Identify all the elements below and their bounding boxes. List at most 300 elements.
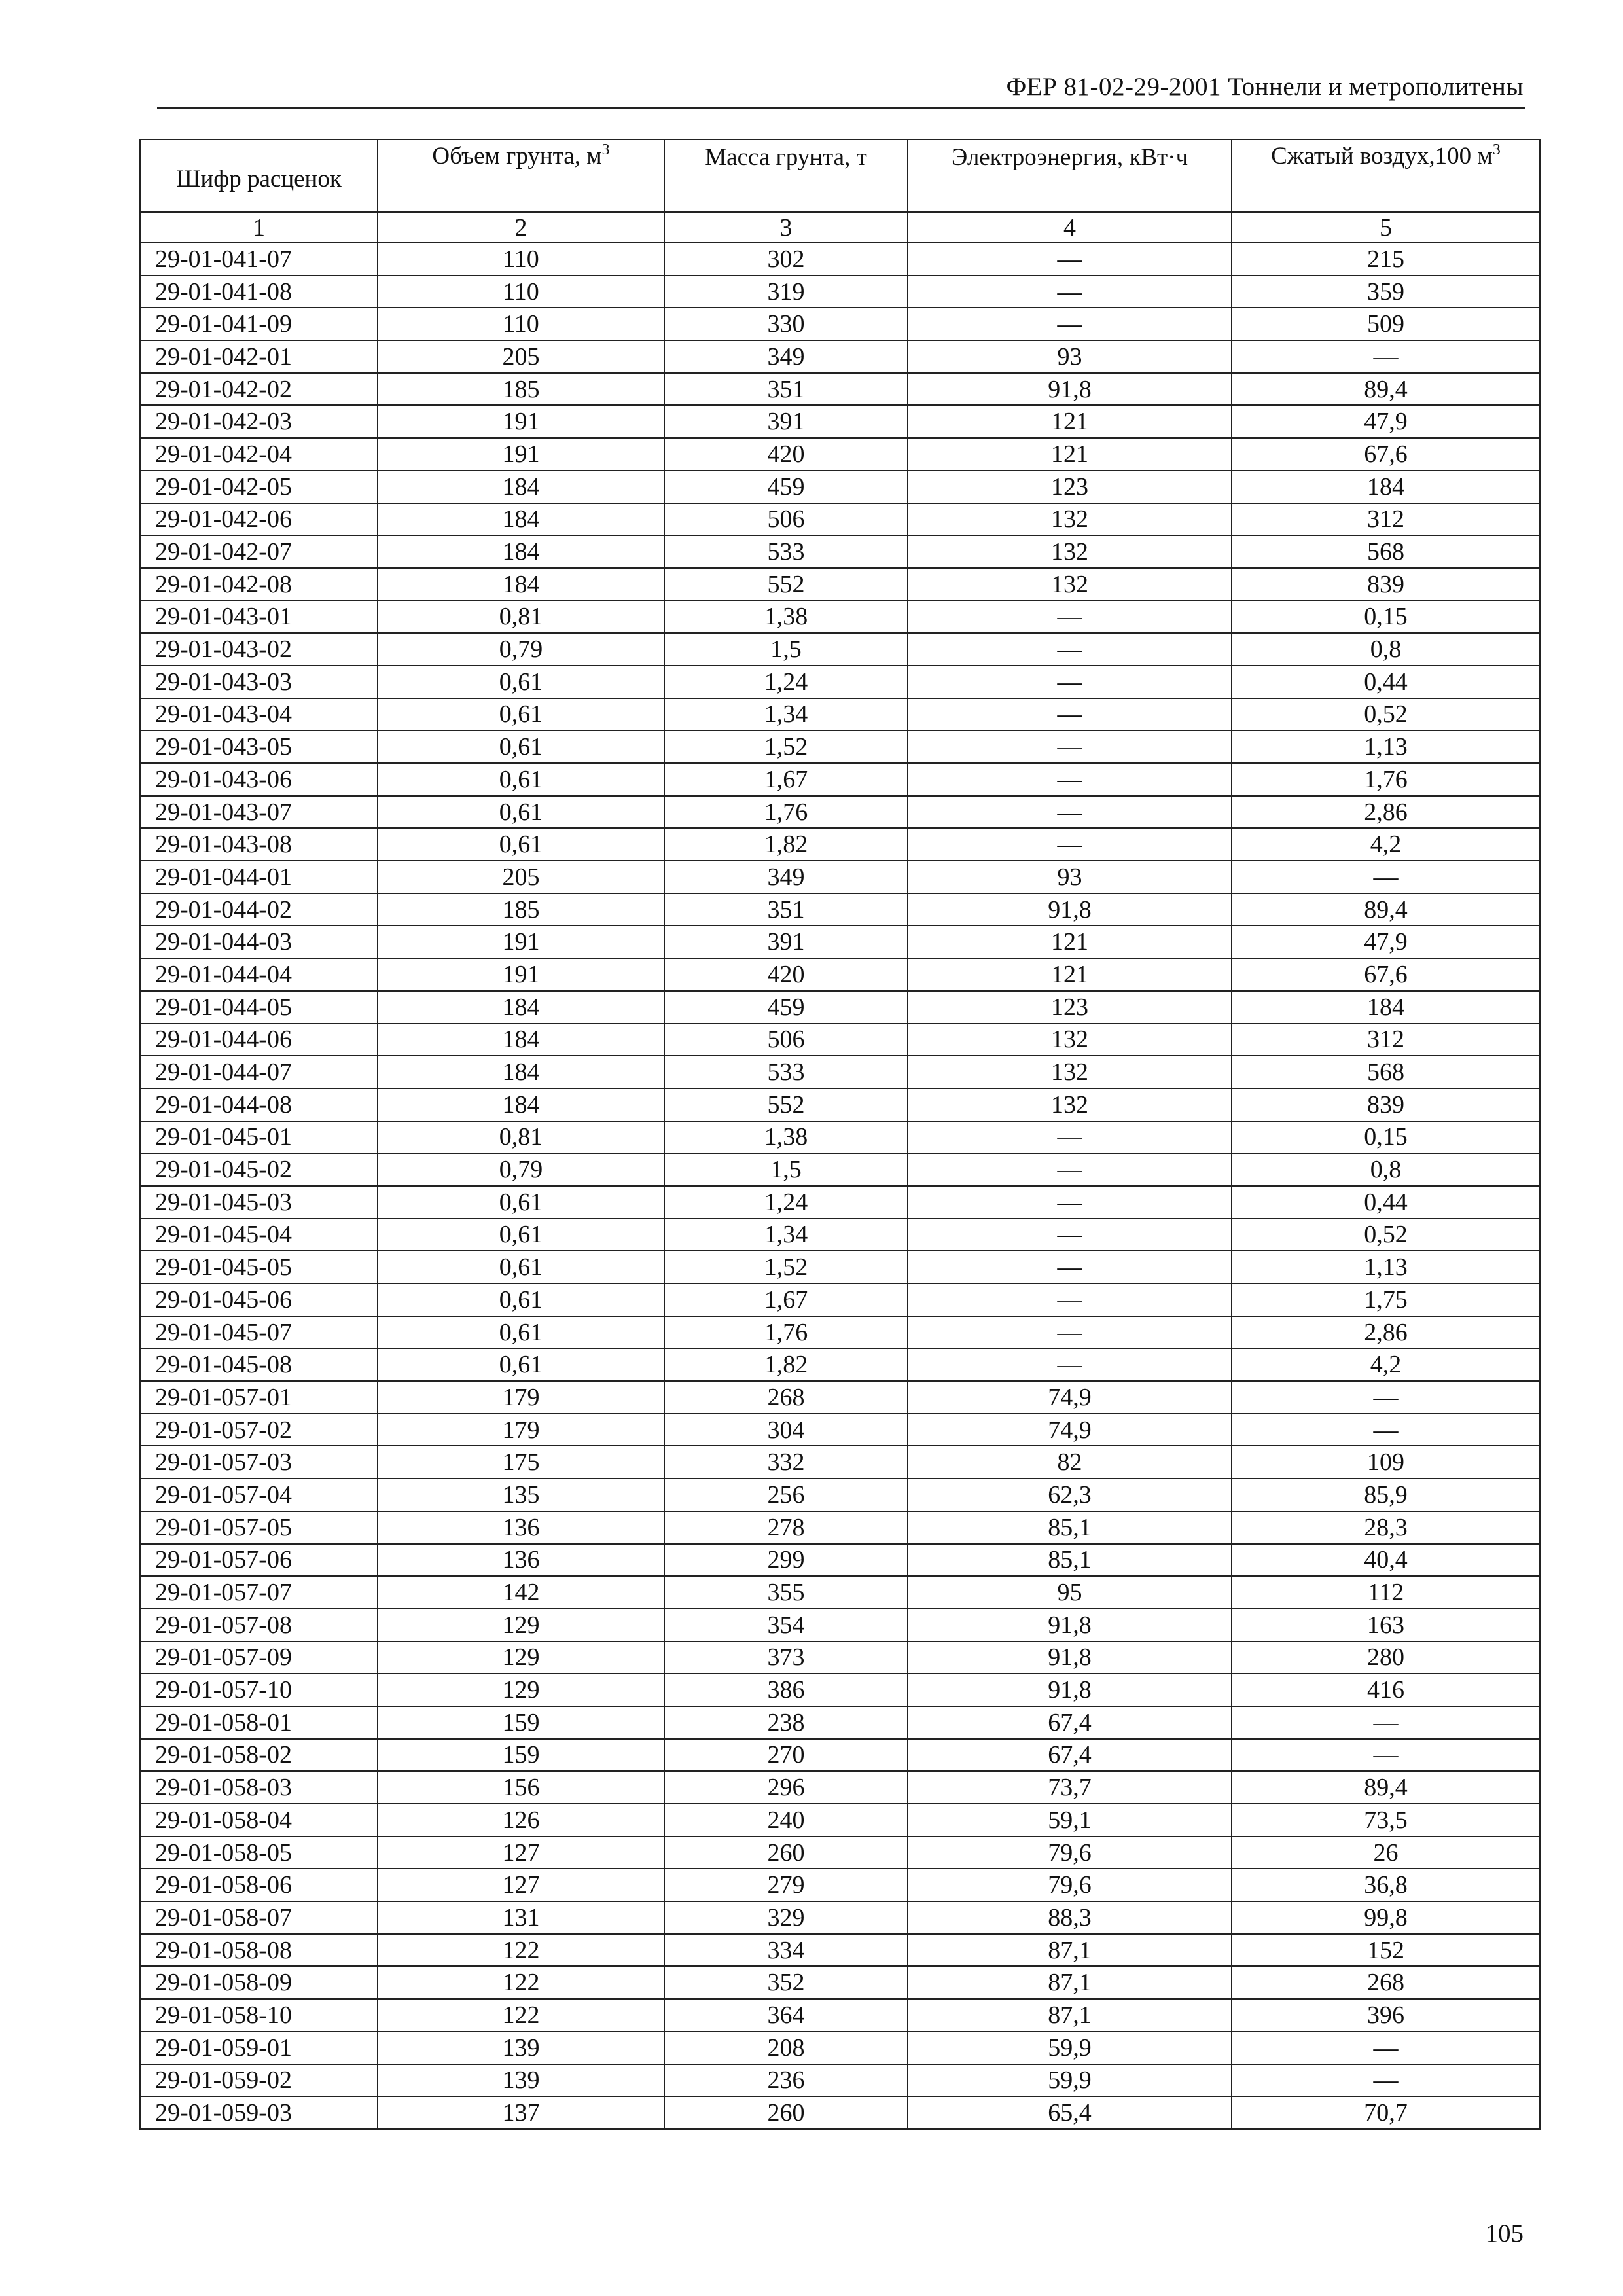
electricity-cell: 132 xyxy=(908,503,1232,536)
compressed-air-cell: 109 xyxy=(1232,1446,1540,1479)
rate-code-cell: 29-01-044-02 xyxy=(140,893,378,926)
compressed-air-cell: 28,3 xyxy=(1232,1511,1540,1544)
compressed-air-cell: — xyxy=(1232,861,1540,893)
table-row xyxy=(140,1153,1540,1186)
electricity-cell: 74,9 xyxy=(908,1414,1232,1446)
soil-mass-cell: 1,76 xyxy=(664,1316,908,1349)
soil-mass-cell: 351 xyxy=(664,373,908,406)
table-row xyxy=(140,1511,1540,1544)
rate-code-cell: 29-01-042-02 xyxy=(140,373,378,406)
electricity-cell: — xyxy=(908,1283,1232,1316)
rate-code-cell: 29-01-043-01 xyxy=(140,601,378,634)
electricity-cell: — xyxy=(908,828,1232,861)
soil-mass-cell: 1,24 xyxy=(664,1186,908,1219)
compressed-air-cell: 67,6 xyxy=(1232,958,1540,991)
rate-code-cell: 29-01-043-05 xyxy=(140,730,378,763)
soil-volume-cell: 139 xyxy=(378,2032,664,2064)
table-row xyxy=(140,503,1540,536)
soil-mass-cell: 1,38 xyxy=(664,1121,908,1154)
column-header-superscript: 3 xyxy=(1492,141,1501,158)
soil-volume-cell: 184 xyxy=(378,991,664,1024)
rate-code-cell: 29-01-058-05 xyxy=(140,1837,378,1869)
soil-mass-cell: 238 xyxy=(664,1706,908,1739)
compressed-air-cell: 268 xyxy=(1232,1966,1540,1999)
soil-mass-cell: 420 xyxy=(664,958,908,991)
table-row xyxy=(140,1088,1540,1121)
soil-volume-cell: 136 xyxy=(378,1511,664,1544)
column-header-compressed-air xyxy=(1232,139,1540,212)
compressed-air-cell: — xyxy=(1232,2032,1540,2064)
rate-code-cell: 29-01-041-08 xyxy=(140,276,378,308)
table-row xyxy=(140,2096,1540,2129)
rate-code-cell: 29-01-042-06 xyxy=(140,503,378,536)
compressed-air-cell: 89,4 xyxy=(1232,1771,1540,1804)
electricity-cell: 91,8 xyxy=(908,373,1232,406)
rate-code-cell: 29-01-044-01 xyxy=(140,861,378,893)
soil-volume-cell: 122 xyxy=(378,1934,664,1967)
table-row xyxy=(140,601,1540,634)
electricity-cell: 59,1 xyxy=(908,1804,1232,1837)
electricity-cell: 91,8 xyxy=(908,1609,1232,1641)
table-row xyxy=(140,730,1540,763)
soil-mass-cell: 355 xyxy=(664,1576,908,1609)
soil-mass-cell: 270 xyxy=(664,1739,908,1772)
soil-volume-cell: 184 xyxy=(378,1088,664,1121)
column-number: 4 xyxy=(908,212,1232,243)
table-row xyxy=(140,666,1540,698)
table-row xyxy=(140,925,1540,958)
table-row xyxy=(140,1934,1540,1967)
rate-code-cell: 29-01-042-04 xyxy=(140,438,378,471)
soil-volume-cell: 0,79 xyxy=(378,633,664,666)
soil-mass-cell: 391 xyxy=(664,925,908,958)
rate-code-cell: 29-01-043-03 xyxy=(140,666,378,698)
soil-mass-cell: 533 xyxy=(664,1056,908,1088)
column-header-label: Шифр расценок xyxy=(176,166,342,192)
electricity-cell: 87,1 xyxy=(908,1999,1232,2032)
electricity-cell: — xyxy=(908,243,1232,276)
soil-mass-cell: 240 xyxy=(664,1804,908,1837)
electricity-cell: 67,4 xyxy=(908,1706,1232,1739)
soil-mass-cell: 349 xyxy=(664,861,908,893)
rate-code-cell: 29-01-042-05 xyxy=(140,471,378,503)
electricity-cell: 121 xyxy=(908,958,1232,991)
table-row xyxy=(140,1804,1540,1837)
electricity-cell: 79,6 xyxy=(908,1869,1232,1901)
column-number: 1 xyxy=(140,212,378,243)
rate-code-cell: 29-01-041-09 xyxy=(140,308,378,340)
table-row xyxy=(140,1576,1540,1609)
rate-code-cell: 29-01-045-05 xyxy=(140,1251,378,1283)
soil-volume-cell: 0,61 xyxy=(378,666,664,698)
table-row xyxy=(140,308,1540,340)
table-row xyxy=(140,1024,1540,1056)
soil-mass-cell: 319 xyxy=(664,276,908,308)
table-row xyxy=(140,1251,1540,1283)
electricity-cell: 87,1 xyxy=(908,1934,1232,1967)
table-row xyxy=(140,1641,1540,1674)
compressed-air-cell: 509 xyxy=(1232,308,1540,340)
electricity-cell: 132 xyxy=(908,535,1232,568)
electricity-cell: 132 xyxy=(908,1024,1232,1056)
compressed-air-cell: 0,8 xyxy=(1232,633,1540,666)
soil-volume-cell: 179 xyxy=(378,1414,664,1446)
compressed-air-cell: 73,5 xyxy=(1232,1804,1540,1837)
column-header-label: Объем грунта, м xyxy=(432,143,602,170)
electricity-cell: — xyxy=(908,276,1232,308)
rate-code-cell: 29-01-057-01 xyxy=(140,1381,378,1414)
rate-code-cell: 29-01-057-09 xyxy=(140,1641,378,1674)
rate-code-cell: 29-01-044-08 xyxy=(140,1088,378,1121)
compressed-air-cell: — xyxy=(1232,2064,1540,2097)
soil-mass-cell: 352 xyxy=(664,1966,908,1999)
soil-volume-cell: 191 xyxy=(378,438,664,471)
soil-volume-cell: 184 xyxy=(378,535,664,568)
electricity-cell: 93 xyxy=(908,340,1232,373)
electricity-cell: — xyxy=(908,666,1232,698)
soil-mass-cell: 364 xyxy=(664,1999,908,2032)
soil-volume-cell: 184 xyxy=(378,503,664,536)
rate-code-cell: 29-01-059-02 xyxy=(140,2064,378,2097)
electricity-cell: — xyxy=(908,698,1232,731)
soil-volume-cell: 185 xyxy=(378,893,664,926)
soil-volume-cell: 191 xyxy=(378,405,664,438)
table-row xyxy=(140,958,1540,991)
soil-volume-cell: 0,79 xyxy=(378,1153,664,1186)
table-row xyxy=(140,1739,1540,1772)
soil-volume-cell: 184 xyxy=(378,471,664,503)
electricity-cell: — xyxy=(908,1121,1232,1154)
soil-mass-cell: 1,52 xyxy=(664,730,908,763)
soil-mass-cell: 299 xyxy=(664,1544,908,1577)
table-row xyxy=(140,1901,1540,1934)
electricity-cell: — xyxy=(908,1219,1232,1251)
compressed-air-cell: — xyxy=(1232,1706,1540,1739)
table-row xyxy=(140,828,1540,861)
soil-volume-cell: 135 xyxy=(378,1479,664,1511)
table-row xyxy=(140,861,1540,893)
electricity-cell: 91,8 xyxy=(908,893,1232,926)
soil-volume-cell: 191 xyxy=(378,958,664,991)
table-row xyxy=(140,1219,1540,1251)
soil-mass-cell: 1,34 xyxy=(664,1219,908,1251)
table-row xyxy=(140,1869,1540,1901)
table-row xyxy=(140,471,1540,503)
compressed-air-cell: 0,15 xyxy=(1232,1121,1540,1154)
column-header-soil-volume xyxy=(378,139,664,212)
rate-code-cell: 29-01-057-10 xyxy=(140,1674,378,1706)
column-number: 3 xyxy=(664,212,908,243)
column-header-electricity xyxy=(908,139,1232,212)
electricity-cell: — xyxy=(908,1316,1232,1349)
soil-volume-cell: 110 xyxy=(378,276,664,308)
compressed-air-cell: 2,86 xyxy=(1232,1316,1540,1349)
rate-code-cell: 29-01-057-02 xyxy=(140,1414,378,1446)
rate-code-cell: 29-01-042-08 xyxy=(140,568,378,601)
column-header-label: Сжатый воздух,100 м xyxy=(1271,143,1493,170)
compressed-air-cell: — xyxy=(1232,340,1540,373)
soil-volume-cell: 159 xyxy=(378,1739,664,1772)
electricity-cell: 121 xyxy=(908,405,1232,438)
soil-volume-cell: 0,61 xyxy=(378,796,664,829)
soil-mass-cell: 373 xyxy=(664,1641,908,1674)
compressed-air-cell: 47,9 xyxy=(1232,405,1540,438)
soil-mass-cell: 354 xyxy=(664,1609,908,1641)
compressed-air-cell: 67,6 xyxy=(1232,438,1540,471)
table-row xyxy=(140,243,1540,276)
compressed-air-cell: 215 xyxy=(1232,243,1540,276)
soil-volume-cell: 110 xyxy=(378,243,664,276)
table-row xyxy=(140,1706,1540,1739)
compressed-air-cell: 4,2 xyxy=(1232,828,1540,861)
soil-mass-cell: 386 xyxy=(664,1674,908,1706)
rate-code-cell: 29-01-057-05 xyxy=(140,1511,378,1544)
electricity-cell: — xyxy=(908,1186,1232,1219)
soil-volume-cell: 127 xyxy=(378,1837,664,1869)
table-row xyxy=(140,633,1540,666)
compressed-air-cell: 0,44 xyxy=(1232,1186,1540,1219)
table-row xyxy=(140,1056,1540,1088)
electricity-cell: 62,3 xyxy=(908,1479,1232,1511)
soil-mass-cell: 334 xyxy=(664,1934,908,1967)
soil-volume-cell: 0,61 xyxy=(378,763,664,796)
soil-volume-cell: 129 xyxy=(378,1609,664,1641)
compressed-air-cell: — xyxy=(1232,1414,1540,1446)
soil-mass-cell: 268 xyxy=(664,1381,908,1414)
table-row xyxy=(140,893,1540,926)
rate-code-cell: 29-01-045-01 xyxy=(140,1121,378,1154)
compressed-air-cell: 0,15 xyxy=(1232,601,1540,634)
running-head-title: ФЕР 81-02-29-2001 Тоннели и метрополитены xyxy=(1006,73,1524,101)
compressed-air-cell: 4,2 xyxy=(1232,1348,1540,1381)
rate-code-cell: 29-01-057-08 xyxy=(140,1609,378,1641)
soil-volume-cell: 0,61 xyxy=(378,1348,664,1381)
soil-mass-cell: 1,67 xyxy=(664,763,908,796)
rate-code-cell: 29-01-045-07 xyxy=(140,1316,378,1349)
rate-code-cell: 29-01-044-04 xyxy=(140,958,378,991)
table-row xyxy=(140,1674,1540,1706)
soil-mass-cell: 1,5 xyxy=(664,1153,908,1186)
soil-mass-cell: 391 xyxy=(664,405,908,438)
soil-mass-cell: 256 xyxy=(664,1479,908,1511)
table-row xyxy=(140,1186,1540,1219)
electricity-cell: 79,6 xyxy=(908,1837,1232,1869)
soil-volume-cell: 0,61 xyxy=(378,1316,664,1349)
table-row xyxy=(140,1479,1540,1511)
column-number: 2 xyxy=(378,212,664,243)
table-row xyxy=(140,1316,1540,1349)
soil-mass-cell: 332 xyxy=(664,1446,908,1479)
soil-mass-cell: 236 xyxy=(664,2064,908,2097)
electricity-cell: — xyxy=(908,1251,1232,1283)
page-number: 105 xyxy=(1485,2219,1524,2248)
soil-volume-cell: 0,61 xyxy=(378,730,664,763)
electricity-cell: 59,9 xyxy=(908,2064,1232,2097)
soil-mass-cell: 1,38 xyxy=(664,601,908,634)
rate-code-cell: 29-01-045-04 xyxy=(140,1219,378,1251)
table-row xyxy=(140,405,1540,438)
soil-volume-cell: 136 xyxy=(378,1544,664,1577)
compressed-air-cell: 85,9 xyxy=(1232,1479,1540,1511)
compressed-air-cell: 163 xyxy=(1232,1609,1540,1641)
soil-volume-cell: 0,61 xyxy=(378,698,664,731)
soil-mass-cell: 304 xyxy=(664,1414,908,1446)
rate-code-cell: 29-01-045-02 xyxy=(140,1153,378,1186)
compressed-air-cell: 89,4 xyxy=(1232,373,1540,406)
rate-code-cell: 29-01-044-03 xyxy=(140,925,378,958)
rate-code-cell: 29-01-058-09 xyxy=(140,1966,378,1999)
electricity-cell: 91,8 xyxy=(908,1641,1232,1674)
electricity-cell: 123 xyxy=(908,471,1232,503)
compressed-air-cell: 0,52 xyxy=(1232,1219,1540,1251)
table-row xyxy=(140,2064,1540,2097)
electricity-cell: 87,1 xyxy=(908,1966,1232,1999)
column-number: 5 xyxy=(1232,212,1540,243)
table-row xyxy=(140,763,1540,796)
electricity-cell: 132 xyxy=(908,1056,1232,1088)
soil-volume-cell: 179 xyxy=(378,1381,664,1414)
soil-volume-cell: 205 xyxy=(378,340,664,373)
table-header xyxy=(140,139,1540,243)
rate-code-cell: 29-01-058-01 xyxy=(140,1706,378,1739)
table-row xyxy=(140,276,1540,308)
soil-volume-cell: 191 xyxy=(378,925,664,958)
compressed-air-cell: 70,7 xyxy=(1232,2096,1540,2129)
soil-volume-cell: 0,61 xyxy=(378,1283,664,1316)
soil-mass-cell: 1,67 xyxy=(664,1283,908,1316)
table-row xyxy=(140,1283,1540,1316)
soil-mass-cell: 329 xyxy=(664,1901,908,1934)
compressed-air-cell: 99,8 xyxy=(1232,1901,1540,1934)
compressed-air-cell: 1,75 xyxy=(1232,1283,1540,1316)
compressed-air-cell: 312 xyxy=(1232,1024,1540,1056)
table-row xyxy=(140,796,1540,829)
soil-volume-cell: 175 xyxy=(378,1446,664,1479)
compressed-air-cell: — xyxy=(1232,1739,1540,1772)
header-rule xyxy=(157,107,1525,109)
soil-mass-cell: 552 xyxy=(664,568,908,601)
table-row xyxy=(140,2032,1540,2064)
soil-mass-cell: 260 xyxy=(664,1837,908,1869)
compressed-air-cell: 1,76 xyxy=(1232,763,1540,796)
soil-mass-cell: 1,82 xyxy=(664,828,908,861)
rate-code-cell: 29-01-043-06 xyxy=(140,763,378,796)
soil-volume-cell: 0,81 xyxy=(378,1121,664,1154)
soil-mass-cell: 1,34 xyxy=(664,698,908,731)
soil-volume-cell: 129 xyxy=(378,1641,664,1674)
compressed-air-cell: 26 xyxy=(1232,1837,1540,1869)
rate-code-cell: 29-01-045-08 xyxy=(140,1348,378,1381)
electricity-cell: 67,4 xyxy=(908,1739,1232,1772)
column-header-label: Электроэнергия, кВт·ч xyxy=(951,144,1188,171)
electricity-cell: — xyxy=(908,796,1232,829)
table-row xyxy=(140,698,1540,731)
compressed-air-cell: — xyxy=(1232,1381,1540,1414)
soil-mass-cell: 1,82 xyxy=(664,1348,908,1381)
compressed-air-cell: 839 xyxy=(1232,1088,1540,1121)
electricity-cell: 85,1 xyxy=(908,1544,1232,1577)
compressed-air-cell: 0,52 xyxy=(1232,698,1540,731)
rate-code-cell: 29-01-059-01 xyxy=(140,2032,378,2064)
compressed-air-cell: 2,86 xyxy=(1232,796,1540,829)
electricity-cell: — xyxy=(908,763,1232,796)
soil-mass-cell: 278 xyxy=(664,1511,908,1544)
rate-code-cell: 29-01-058-07 xyxy=(140,1901,378,1934)
soil-mass-cell: 351 xyxy=(664,893,908,926)
soil-volume-cell: 0,61 xyxy=(378,1219,664,1251)
table-row xyxy=(140,1381,1540,1414)
rate-code-cell: 29-01-042-07 xyxy=(140,535,378,568)
compressed-air-cell: 568 xyxy=(1232,1056,1540,1088)
soil-volume-cell: 0,81 xyxy=(378,601,664,634)
soil-mass-cell: 1,76 xyxy=(664,796,908,829)
soil-mass-cell: 1,24 xyxy=(664,666,908,698)
electricity-cell: 88,3 xyxy=(908,1901,1232,1934)
compressed-air-cell: 36,8 xyxy=(1232,1869,1540,1901)
table-row xyxy=(140,991,1540,1024)
electricity-cell: 74,9 xyxy=(908,1381,1232,1414)
soil-volume-cell: 184 xyxy=(378,568,664,601)
soil-volume-cell: 184 xyxy=(378,1024,664,1056)
soil-volume-cell: 184 xyxy=(378,1056,664,1088)
rate-code-cell: 29-01-043-02 xyxy=(140,633,378,666)
soil-volume-cell: 0,61 xyxy=(378,1251,664,1283)
rate-code-cell: 29-01-057-06 xyxy=(140,1544,378,1577)
electricity-cell: — xyxy=(908,1348,1232,1381)
soil-mass-cell: 459 xyxy=(664,991,908,1024)
soil-mass-cell: 260 xyxy=(664,2096,908,2129)
compressed-air-cell: 396 xyxy=(1232,1999,1540,2032)
soil-mass-cell: 1,5 xyxy=(664,633,908,666)
soil-volume-cell: 156 xyxy=(378,1771,664,1804)
table-row xyxy=(140,1121,1540,1154)
electricity-cell: — xyxy=(908,601,1232,634)
electricity-cell: 123 xyxy=(908,991,1232,1024)
soil-mass-cell: 420 xyxy=(664,438,908,471)
rate-code-cell: 29-01-058-04 xyxy=(140,1804,378,1837)
electricity-cell: 132 xyxy=(908,568,1232,601)
compressed-air-cell: 1,13 xyxy=(1232,1251,1540,1283)
soil-volume-cell: 185 xyxy=(378,373,664,406)
rate-code-cell: 29-01-044-07 xyxy=(140,1056,378,1088)
column-numbers-row xyxy=(140,212,1540,243)
rate-code-cell: 29-01-044-06 xyxy=(140,1024,378,1056)
rate-code-cell: 29-01-058-08 xyxy=(140,1934,378,1967)
electricity-cell: 82 xyxy=(908,1446,1232,1479)
table-row xyxy=(140,1609,1540,1641)
rate-code-cell: 29-01-041-07 xyxy=(140,243,378,276)
rate-code-cell: 29-01-045-03 xyxy=(140,1186,378,1219)
soil-mass-cell: 506 xyxy=(664,1024,908,1056)
compressed-air-cell: 47,9 xyxy=(1232,925,1540,958)
compressed-air-cell: 152 xyxy=(1232,1934,1540,1967)
rate-code-cell: 29-01-045-06 xyxy=(140,1283,378,1316)
electricity-cell: 59,9 xyxy=(908,2032,1232,2064)
compressed-air-cell: 0,8 xyxy=(1232,1153,1540,1186)
electricity-cell: 73,7 xyxy=(908,1771,1232,1804)
compressed-air-cell: 359 xyxy=(1232,276,1540,308)
soil-mass-cell: 296 xyxy=(664,1771,908,1804)
rate-code-cell: 29-01-043-04 xyxy=(140,698,378,731)
compressed-air-cell: 89,4 xyxy=(1232,893,1540,926)
electricity-cell: 91,8 xyxy=(908,1674,1232,1706)
soil-mass-cell: 330 xyxy=(664,308,908,340)
rate-code-cell: 29-01-058-06 xyxy=(140,1869,378,1901)
table-row xyxy=(140,1771,1540,1804)
electricity-cell: — xyxy=(908,730,1232,763)
column-header-superscript: 3 xyxy=(601,141,610,158)
compressed-air-cell: 280 xyxy=(1232,1641,1540,1674)
